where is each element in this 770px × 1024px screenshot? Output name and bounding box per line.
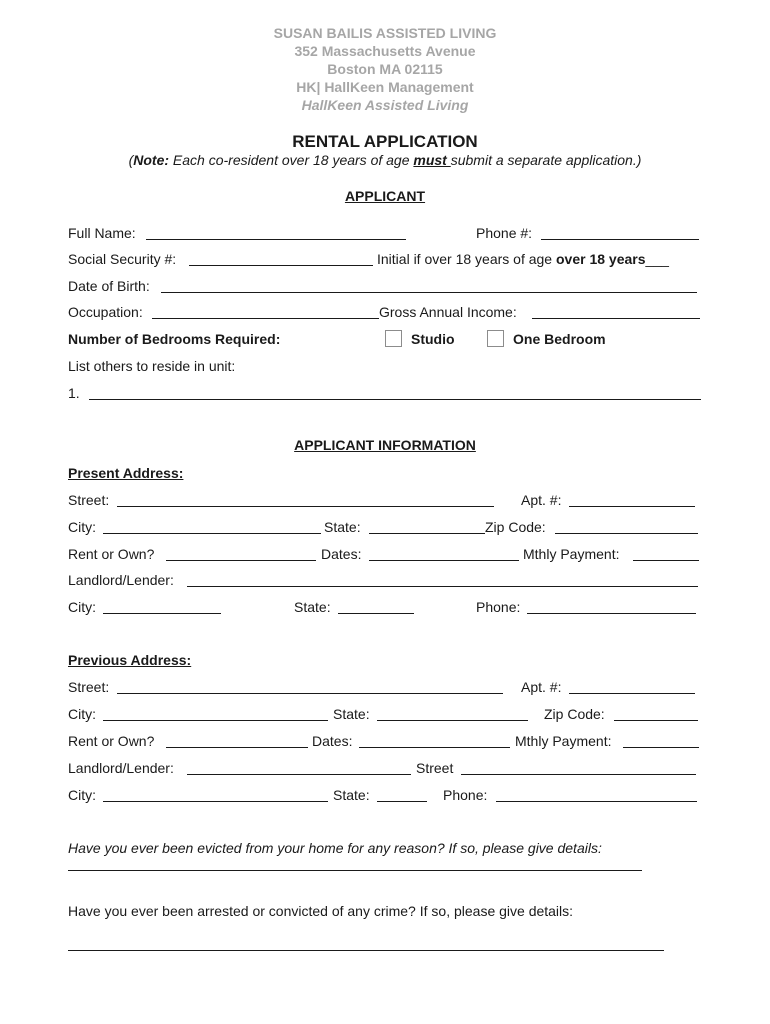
letterhead-street: 352 Massachusetts Avenue bbox=[294, 43, 476, 59]
present-landlord-city-row bbox=[0, 598, 770, 616]
previous-state-field[interactable] bbox=[377, 720, 528, 721]
ssn-field[interactable] bbox=[189, 265, 373, 266]
letterhead-management: HK| HallKeen Management bbox=[296, 79, 474, 95]
present-street-label: Street: bbox=[68, 492, 110, 508]
arrest-question: Have you ever been arrested or convicted of any crime? If so, please give details: bbox=[68, 903, 574, 919]
previous-apt-field[interactable] bbox=[569, 693, 695, 694]
previous-dates-label: Dates: bbox=[312, 733, 353, 749]
present-city-row bbox=[0, 518, 770, 536]
previous-zip-label: Zip Code: bbox=[544, 706, 605, 722]
previous-street-field[interactable] bbox=[117, 693, 503, 694]
present-rent-row bbox=[0, 545, 770, 563]
present-rent-label: Rent or Own? bbox=[68, 546, 155, 562]
previous-mthly-label: Mthly Payment: bbox=[515, 733, 612, 749]
previous-city-label: City: bbox=[68, 706, 96, 722]
letterhead-tagline: HallKeen Assisted Living bbox=[301, 97, 469, 113]
present-apt-label: Apt. #: bbox=[521, 492, 562, 508]
full-name-field[interactable] bbox=[146, 239, 406, 240]
others-row bbox=[0, 357, 770, 375]
section-applicant-info-heading: APPLICANT INFORMATION bbox=[294, 437, 476, 453]
previous-zip-field[interactable] bbox=[614, 720, 698, 721]
arrest-details-field[interactable] bbox=[68, 950, 664, 951]
present-landlord-phone-label: Phone: bbox=[476, 599, 521, 615]
eviction-details-field[interactable] bbox=[68, 870, 642, 871]
present-landlord-label: Landlord/Lender: bbox=[68, 572, 174, 588]
previous-landlord-field[interactable] bbox=[187, 774, 411, 775]
previous-landlord-phone-field[interactable] bbox=[496, 801, 697, 802]
dob-label: Date of Birth: bbox=[68, 278, 150, 294]
present-landlord-state-field[interactable] bbox=[338, 613, 414, 614]
previous-landlord-label: Landlord/Lender: bbox=[68, 760, 174, 776]
previous-landlord-state-field[interactable] bbox=[377, 801, 427, 802]
others-label: List others to reside in unit: bbox=[68, 358, 236, 374]
application-note: (Note: Each co-resident over 18 years of age must submit a separate application.) bbox=[128, 152, 642, 168]
previous-city-row bbox=[0, 705, 770, 723]
occupation-label: Occupation: bbox=[68, 304, 143, 320]
present-dates-label: Dates: bbox=[321, 546, 362, 562]
bedrooms-label: Number of Bedrooms Required: bbox=[68, 331, 281, 347]
page-title: RENTAL APPLICATION bbox=[292, 132, 478, 151]
income-field[interactable] bbox=[532, 318, 700, 319]
previous-city-field[interactable] bbox=[103, 720, 328, 721]
full-name-row bbox=[0, 224, 770, 242]
previous-mthly-field[interactable] bbox=[623, 747, 699, 748]
previous-landlord-city-row bbox=[0, 786, 770, 804]
previous-street-label: Street: bbox=[68, 679, 110, 695]
one-bedroom-checkbox[interactable] bbox=[487, 330, 504, 347]
previous-landlord-street-label: Street bbox=[416, 760, 454, 776]
present-mthly-field[interactable] bbox=[633, 560, 699, 561]
occupation-row bbox=[0, 303, 770, 321]
previous-rent-row bbox=[0, 732, 770, 750]
eviction-question: Have you ever been evicted from your home for any reason? If so, please give details: bbox=[68, 840, 602, 856]
previous-landlord-row bbox=[0, 759, 770, 777]
present-zip-field[interactable] bbox=[555, 533, 698, 534]
present-landlord-row bbox=[0, 571, 770, 589]
present-landlord-state-label: State: bbox=[294, 599, 331, 615]
present-mthly-label: Mthly Payment: bbox=[523, 546, 620, 562]
letterhead-city: Boston MA 02115 bbox=[327, 61, 443, 77]
dob-row bbox=[0, 277, 770, 295]
others-field-1[interactable] bbox=[89, 399, 701, 400]
previous-street-row bbox=[0, 678, 770, 696]
section-applicant-heading: APPLICANT bbox=[344, 188, 426, 204]
initial-label: Initial if over 18 years of age over 18 years___ bbox=[377, 251, 669, 267]
present-address-heading: Present Address: bbox=[68, 465, 184, 481]
present-dates-field[interactable] bbox=[369, 560, 519, 561]
dob-field[interactable] bbox=[161, 292, 697, 293]
present-landlord-phone-field[interactable] bbox=[527, 613, 696, 614]
ssn-label: Social Security #: bbox=[68, 251, 177, 267]
previous-rent-label: Rent or Own? bbox=[68, 733, 155, 749]
present-street-row bbox=[0, 491, 770, 509]
present-city-field[interactable] bbox=[103, 533, 321, 534]
present-landlord-city-field[interactable] bbox=[103, 613, 221, 614]
present-apt-field[interactable] bbox=[569, 506, 695, 507]
previous-landlord-city-label: City: bbox=[68, 787, 96, 803]
present-rent-field[interactable] bbox=[166, 560, 316, 561]
others-entry-row bbox=[0, 384, 770, 402]
present-city-label: City: bbox=[68, 519, 96, 535]
studio-label: Studio bbox=[411, 331, 455, 347]
occupation-field[interactable] bbox=[152, 318, 379, 319]
others-number: 1. bbox=[68, 385, 80, 401]
present-state-field[interactable] bbox=[369, 533, 485, 534]
letterhead-name: SUSAN BAILIS ASSISTED LIVING bbox=[273, 25, 497, 41]
previous-address-heading: Previous Address: bbox=[68, 652, 192, 668]
present-street-field[interactable] bbox=[117, 506, 494, 507]
studio-checkbox[interactable] bbox=[385, 330, 402, 347]
phone-field[interactable] bbox=[541, 239, 699, 240]
income-label: Gross Annual Income: bbox=[379, 304, 517, 320]
previous-landlord-state-label: State: bbox=[333, 787, 370, 803]
ssn-row bbox=[0, 250, 770, 268]
previous-landlord-city-field[interactable] bbox=[103, 801, 328, 802]
previous-dates-field[interactable] bbox=[359, 747, 510, 748]
present-landlord-city-label: City: bbox=[68, 599, 96, 615]
full-name-label: Full Name: bbox=[68, 225, 136, 241]
present-state-label: State: bbox=[324, 519, 361, 535]
previous-state-label: State: bbox=[333, 706, 370, 722]
present-zip-label: Zip Code: bbox=[485, 519, 546, 535]
previous-rent-field[interactable] bbox=[166, 747, 308, 748]
phone-label: Phone #: bbox=[476, 225, 533, 241]
previous-landlord-phone-label: Phone: bbox=[443, 787, 488, 803]
previous-landlord-street-field[interactable] bbox=[461, 774, 696, 775]
present-landlord-field[interactable] bbox=[187, 586, 698, 587]
bedrooms-row bbox=[0, 330, 770, 348]
one-bedroom-label: One Bedroom bbox=[513, 331, 606, 347]
previous-apt-label: Apt. #: bbox=[521, 679, 562, 695]
